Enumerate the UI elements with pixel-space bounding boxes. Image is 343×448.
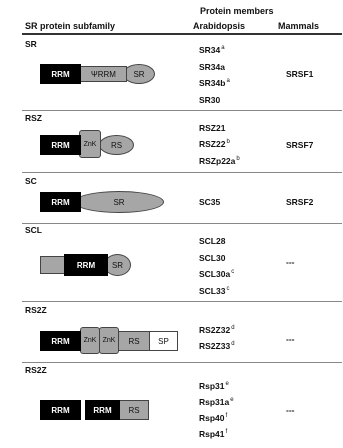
- member-scl30: SCL30: [199, 253, 226, 263]
- domain-rrm: RRM: [64, 254, 108, 276]
- family-name-sr: SR: [25, 39, 37, 49]
- member-scl28: SCL28: [199, 236, 226, 246]
- domain-n-terminal: [40, 256, 66, 274]
- divider: [22, 110, 342, 111]
- mammal-srsf7: SRSF7: [286, 140, 314, 150]
- family-name-scl: SCL: [25, 225, 42, 235]
- domain-sr: SR: [104, 254, 131, 276]
- member-rsp31: Rsp31e: [199, 381, 229, 391]
- domain-rs: RS: [119, 400, 149, 420]
- divider: [22, 301, 342, 302]
- domain-rrm-second: RRM: [85, 400, 120, 420]
- member-rs2z32: RS2Z32$^d$: [199, 325, 235, 335]
- domain-rrm: RRM: [40, 64, 81, 84]
- member-scl30a: $SCL30a^c$: [199, 269, 235, 279]
- domain-rrm: RRM: [40, 400, 81, 420]
- domain-sr: SR: [123, 64, 155, 84]
- member-sr34b: $SR34b^a$: [199, 78, 230, 88]
- header-subfamily: SR protein subfamily: [25, 21, 116, 31]
- member-rsp41: Rsp41$^f$: [199, 429, 228, 439]
- divider: [22, 223, 342, 224]
- member-sc35: SC35: [199, 197, 221, 207]
- domain-sr: SR: [74, 191, 164, 213]
- domain-psi-rrm: ΨRRM: [80, 66, 127, 82]
- member-sr34a: SR34a: [199, 62, 225, 72]
- member-rsz21: RSZ21: [199, 123, 226, 133]
- member-rsp31a: $Rsp31a^e$: [199, 397, 234, 407]
- domain-znk: ZnK: [80, 327, 100, 354]
- family-name-rs2z: RS2Z: [25, 305, 47, 315]
- mammal-none: ---: [286, 334, 295, 344]
- domain-sp: SP: [149, 331, 178, 351]
- domain-rrm: RRM: [40, 331, 81, 351]
- member-sr30: SR30: [199, 95, 221, 105]
- divider: [22, 172, 342, 173]
- member-scl33: SCL33$^c$: [199, 286, 230, 296]
- header-arabidopsis: Arabidopsis: [193, 21, 246, 31]
- family-name-rs2z-second: RS2Z: [25, 365, 47, 375]
- header-mammals: Mammals: [278, 21, 320, 31]
- domain-rs: RS: [99, 135, 134, 155]
- member-rszp22a: $RSZp22a^b$: [199, 156, 240, 166]
- member-rsz22: RSZ22$^b$: [199, 139, 230, 149]
- header-protein-members: Protein members: [200, 6, 274, 16]
- header-divider: [22, 33, 342, 35]
- member-rsp40: Rsp40$^f$: [199, 413, 228, 423]
- domain-rs: RS: [118, 331, 150, 351]
- domain-rrm: RRM: [40, 135, 81, 155]
- divider: [22, 362, 342, 363]
- member-sr34: SR34$^a$: [199, 45, 225, 55]
- member-rs2z33: RS2Z33$^d$: [199, 341, 235, 351]
- mammal-none: ---: [286, 405, 295, 415]
- mammal-srsf2: SRSF2: [286, 197, 314, 207]
- mammal-srsf1: SRSF1: [286, 69, 314, 79]
- domain-znk: ZnK: [99, 327, 119, 354]
- mammal-none: ---: [286, 257, 295, 267]
- domain-rrm: RRM: [40, 192, 81, 212]
- domain-znk: ZnK: [79, 130, 101, 158]
- family-name-sc: SC: [25, 176, 37, 186]
- family-name-rsz: RSZ: [25, 113, 42, 123]
